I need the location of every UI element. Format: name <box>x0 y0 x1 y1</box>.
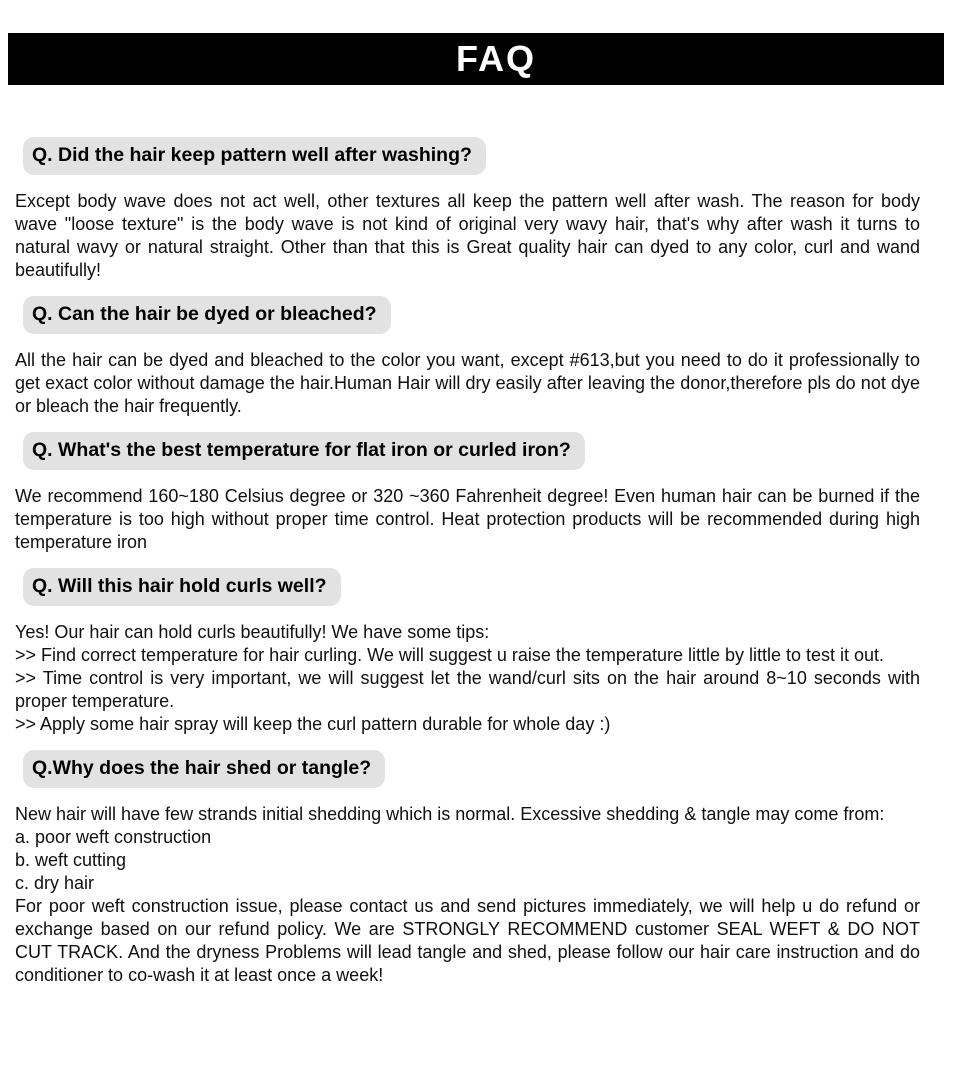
answer-block <box>15 190 920 282</box>
answer-line: >> Time control is very important, we will suggest let the wand/curl sits on the hair around 8~10 seconds with proper temperature. <box>15 668 920 711</box>
answer-line: b. weft cutting <box>15 850 127 870</box>
question-box <box>23 432 585 470</box>
answer-line: New hair will have few strands initial shedding which is normal. Excessive shedding & tangle may come from: <box>15 804 885 824</box>
question-text: Q. Will this hair hold curls well? <box>32 575 327 597</box>
answer-block <box>15 803 920 987</box>
answer-line: a. poor weft construction <box>15 827 212 847</box>
faq-item <box>15 85 920 282</box>
question-text: Q. Did the hair keep pattern well after washing? <box>32 144 472 166</box>
faq-item <box>15 418 920 554</box>
question-text: Q.Why does the hair shed or tangle? <box>32 757 372 779</box>
answer-block <box>15 621 920 736</box>
answer-line: All the hair can be dyed and bleached to the color you want, except #613,but you need to do it professionally to get exact color without damage the hair.Human Hair will dry easily after leaving the donor,therefore pls do not dye or bleach the hair frequently. <box>15 350 920 416</box>
answer-line: For poor weft construction issue, please contact us and send pictures immediately, we will help u do refund or exchange based on our refund policy. We are STRONGLY RECOMMEND customer SEAL WEFT & DO NOT CUT TRACK. And the dryness Problems will lead tangle and shed, please follow our hair care instruction and do conditioner to co-wash it at least once a week! <box>15 896 920 985</box>
answer-line: >> Apply some hair spray will keep the curl pattern durable for whole day :) <box>15 714 611 734</box>
faq-item <box>15 736 920 987</box>
answer-line: >> Find correct temperature for hair curling. We will suggest u raise the temperature little by little to test it out. <box>15 645 885 665</box>
question-box <box>23 296 391 334</box>
faq-item <box>15 554 920 736</box>
answer-line: We recommend 160~180 Celsius degree or 320 ~360 Fahrenheit degree! Even human hair can be burned if the temperature is too high without proper time control. Heat protection products will be recommended during high temperature iron <box>15 486 920 552</box>
question-box <box>23 568 341 606</box>
page-title: FAQ <box>455 38 536 79</box>
faq-item <box>15 282 920 418</box>
answer-block <box>15 485 920 554</box>
question-text: Q. Can the hair be dyed or bleached? <box>32 303 377 325</box>
answer-line: c. dry hair <box>15 873 95 893</box>
question-box <box>23 750 385 788</box>
question-text: Q. What's the best temperature for flat iron or curled iron? <box>32 439 571 461</box>
faq-content <box>0 85 960 987</box>
faq-header-bar <box>8 33 944 85</box>
answer-line: Except body wave does not act well, other textures all keep the pattern well after wash. The reason for body wave "loose texture" is the body wave is not kind of original very wavy hair, that's why after wash it turns to natural wavy or natural straight. Other than that this is Great quality hair can dyed to any color, curl and wand beautifully! <box>15 191 920 280</box>
question-box <box>23 137 486 175</box>
answer-line: Yes! Our hair can hold curls beautifully! We have some tips: <box>15 622 490 642</box>
faq-page <box>0 33 960 987</box>
answer-block <box>15 349 920 418</box>
